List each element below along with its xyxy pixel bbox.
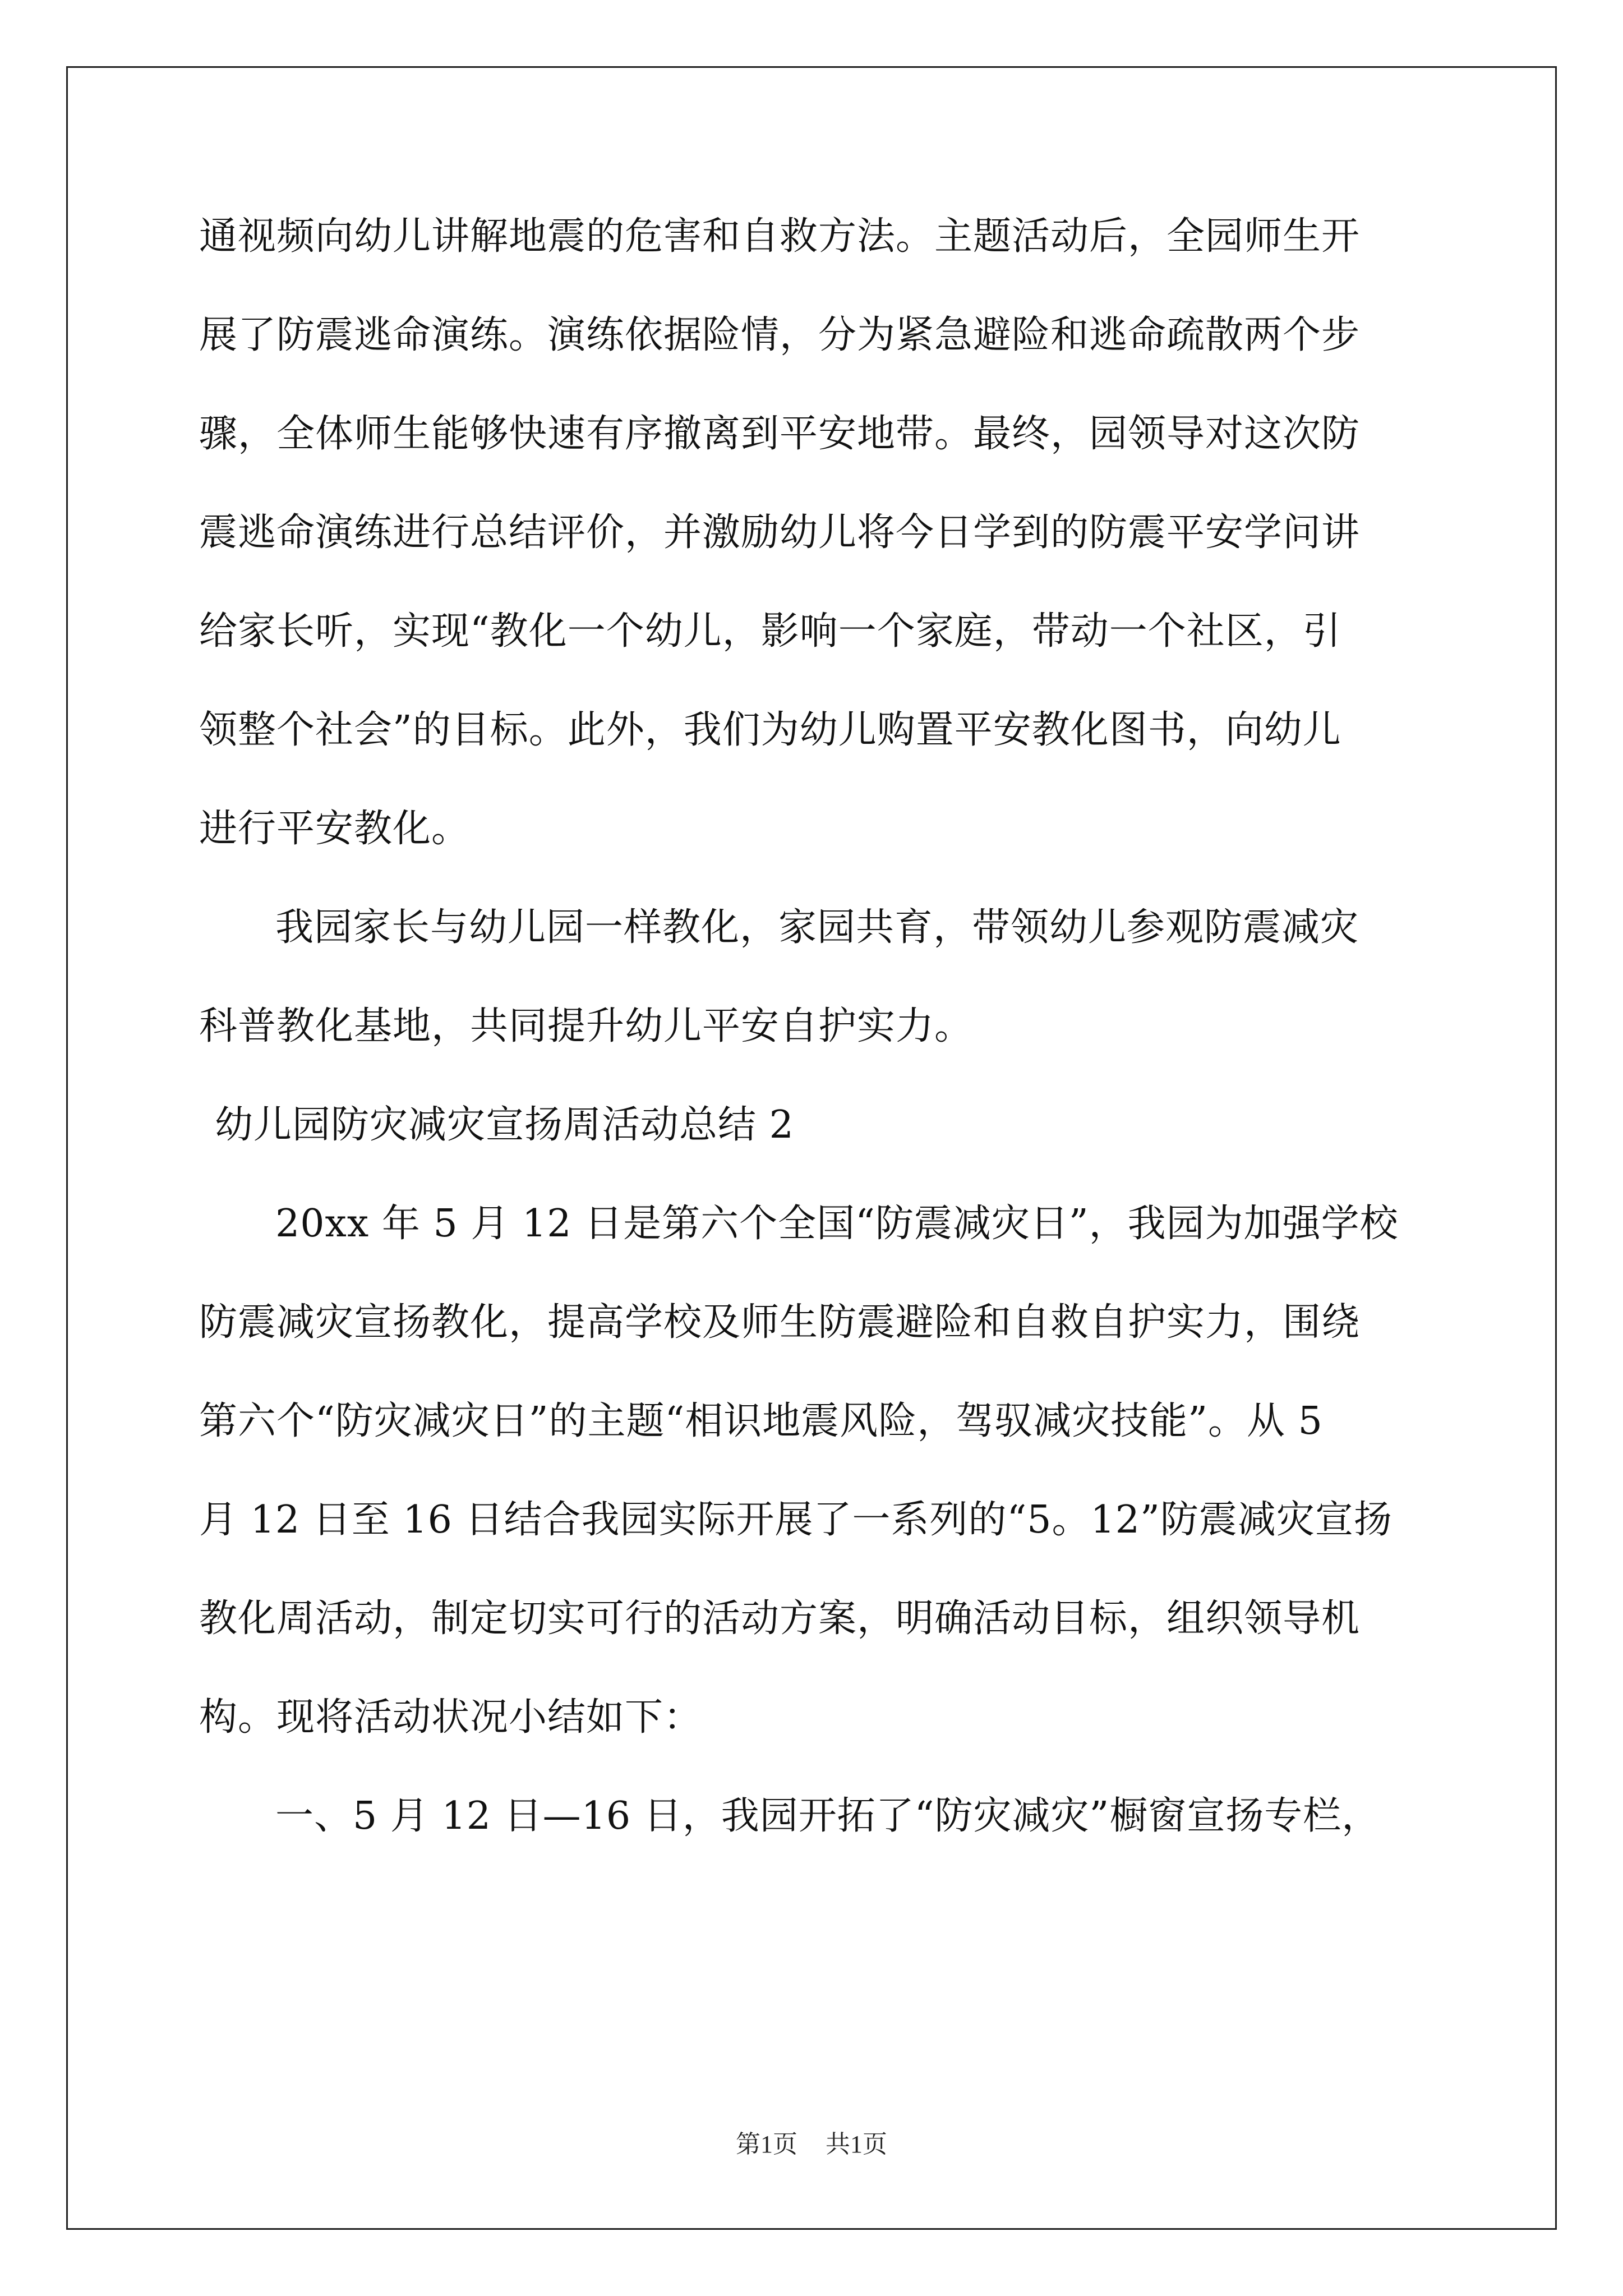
page-footer	[0, 2124, 1623, 2160]
paragraph-line: 第六个“防灾减灾日”的主题“相识地震风险，驾驭减灾技能”。从 5	[199, 1399, 1323, 1443]
paragraph-line: 展了防震逃命演练。演练依据险情，分为紧急避险和逃命疏散两个步	[199, 313, 1361, 357]
paragraph-line: 我园家长与幼儿园一样教化，家园共育，带领幼儿参观防震减灾	[275, 905, 1359, 950]
paragraph-line: 进行平安教化。	[199, 807, 471, 851]
paragraph-line: 月 12 日至 16 日结合我园实际开展了一系列的“5。12”防震减灾宣扬	[199, 1498, 1393, 1542]
paragraph-line: 领整个社会”的目标。此外，我们为幼儿购置平安教化图书，向幼儿	[199, 708, 1341, 752]
paragraph-line: 一、5 月 12 日—16 日，我园开拓了“防灾减灾”橱窗宣扬专栏，	[275, 1794, 1381, 1838]
paragraph-line: 给家长听，实现“教化一个幼儿，影响一个家庭，带动一个社区，引	[199, 609, 1341, 654]
paragraph-line: 防震减灾宣扬教化，提高学校及师生防震避险和自救自护实力，围绕	[199, 1300, 1361, 1345]
paragraph-line: 骤，全体师生能够快速有序撤离到平安地带。最终，园领导对这次防	[199, 412, 1361, 456]
paragraph-line: 教化周活动，制定切实可行的活动方案，明确活动目标，组织领导机	[199, 1596, 1361, 1641]
paragraph-line: 通视频向幼儿讲解地震的危害和自救方法。主题活动后，全园师生开	[199, 214, 1361, 259]
paragraph-line: 20xx 年 5 月 12 日是第六个全国“防震减灾日”，我园为加强学校	[275, 1202, 1399, 1246]
paragraph-line: 科普教化基地，共同提升幼儿平安自护实力。	[199, 1004, 974, 1048]
page-number-current: 第1页	[736, 2131, 797, 2158]
section-title: 幼儿园防灾减灾宣扬周活动总结 2	[215, 1103, 794, 1147]
page-number-total: 共1页	[826, 2131, 887, 2158]
document-body	[199, 214, 1455, 1896]
paragraph-line: 构。现将活动状况小结如下：	[199, 1695, 703, 1740]
paragraph-line: 震逃命演练进行总结评价，并激励幼儿将今日学到的防震平安学问讲	[199, 510, 1361, 555]
